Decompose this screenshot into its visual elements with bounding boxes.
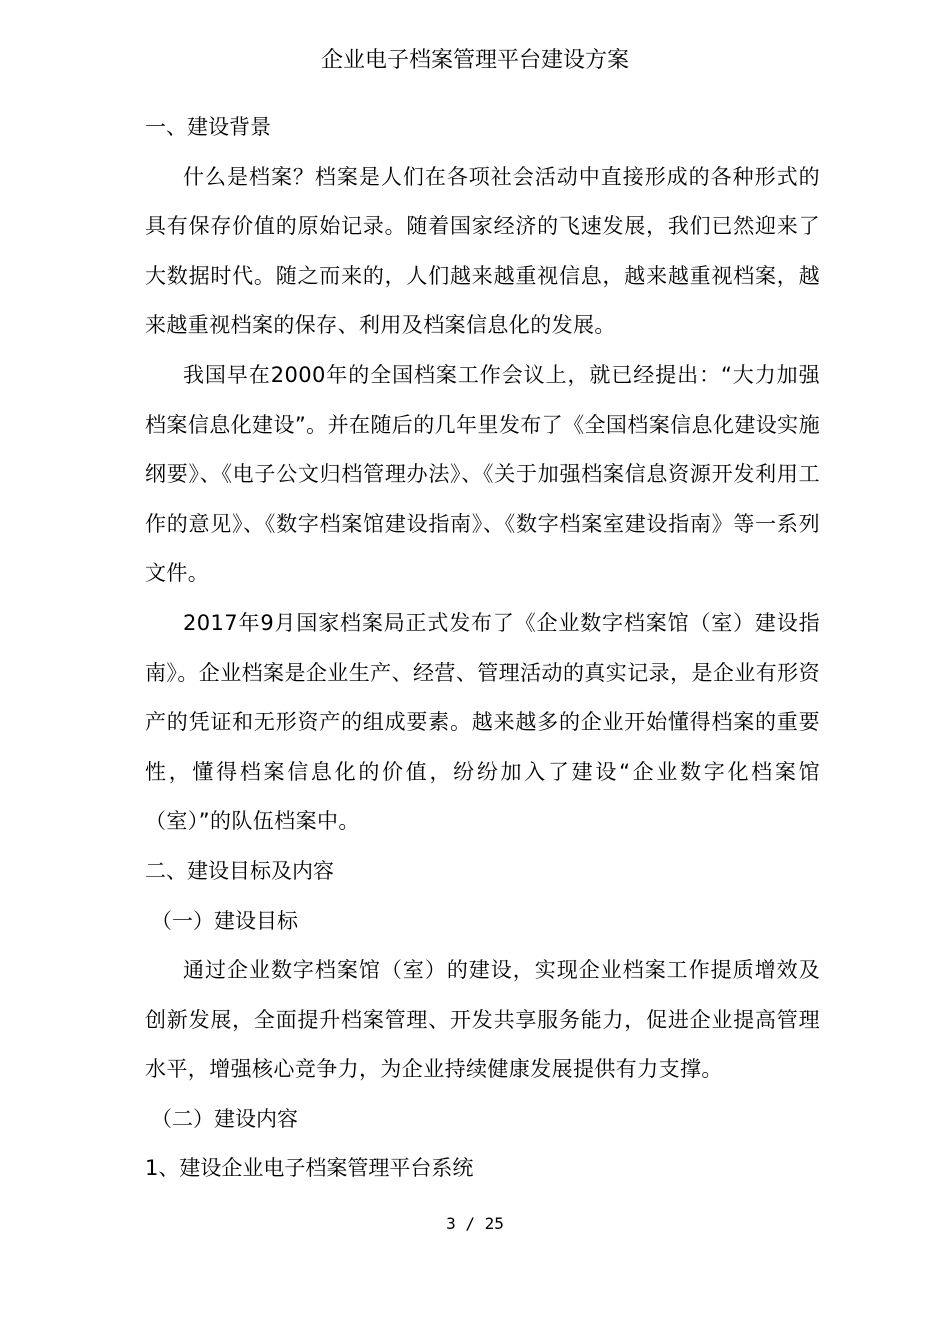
list-item-platform-system: 1、建设企业电子档案管理平台系统	[145, 1156, 474, 1181]
subsection-heading-content: （二）建设内容	[151, 1106, 298, 1131]
section-heading-goals-content: 二、建设目标及内容	[145, 858, 334, 883]
paragraph-goals: 通过企业数字档案馆（室）的建设，实现企业档案工作提质增效及创新发展，全面提升档案管理、开发共享服务能力，促进企业提高管理水平，增强核心竞争力，为企业持续健康发展提供有力支撑。	[145, 958, 820, 1082]
paragraph-what-is-archive: 什么是档案？档案是人们在各项社会活动中直接形成的各种形式的具有保存价值的原始记录。随着国家经济的飞速发展，我们已然迎来了大数据时代。随之而来的，人们越来越重视信息，越来越重视档案，越来越重视档案的保存、利用及档案信息化的发展。	[145, 164, 820, 338]
document-title: 企业电子档案管理平台建设方案	[320, 48, 629, 73]
document-body	[145, 103, 820, 1194]
subsection-heading-goals: （一）建设目标	[151, 908, 298, 933]
section-heading-background: 一、建设背景	[145, 115, 271, 139]
paragraph-enterprise-guide: 2017年9月国家档案局正式发布了《企业数字档案馆（室）建设指南》。企业档案是企业生产、经营、管理活动的真实记录，是企业有形资产的凭证和无形资产的组成要素。越来越多的企业开始懂得档案的重要性，懂得档案信息化的价值，纷纷加入了建设“企业数字化档案馆（室）”的队伍档案中。	[145, 610, 820, 834]
page-number: 3 / 25	[446, 1214, 504, 1233]
paragraph-archive-informatization: 我国早在2000年的全国档案工作会议上，就已经提出：“大力加强档案信息化建设”。并在随后的几年里发布了《全国档案信息化建设实施纲要》、《电子公文归档管理办法》、《关于加强档案信息资源开发利用工作的意见》、《数字档案馆建设指南》、《数字档案室建设指南》等一系列文件。	[145, 362, 820, 586]
